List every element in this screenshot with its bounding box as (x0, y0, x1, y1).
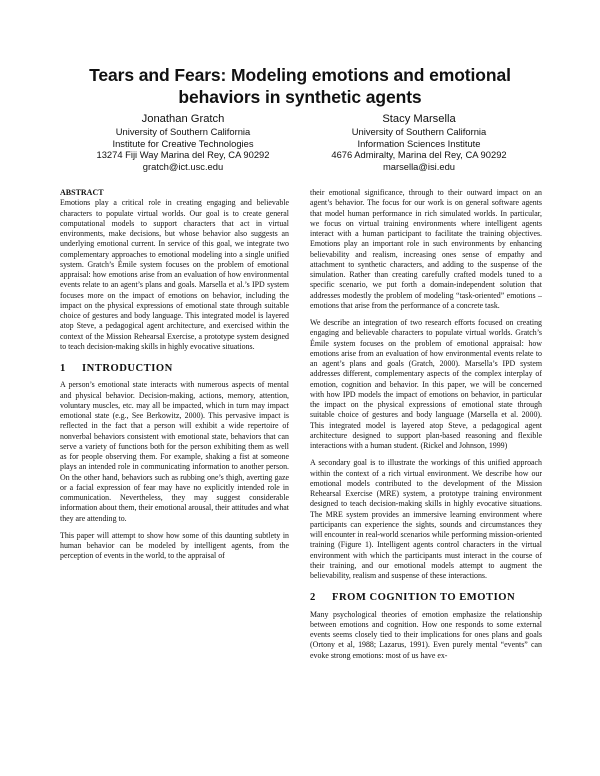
body-paragraph: We describe an integration of two research efforts focused on creating engaging and believable characters to populate virtual worlds. Gratch’s Émile system focuses on the problem of emotional appraisal: how emotions arise from an evaluation of how environmental events relate to an agent’s plans and goals (Gratch, 2000). Marsella’s IPD system addresses different, complementary aspects of the complex interplay of emotion, cognition and behavior. In this paper, we will be concerned with how IPD models the impact of emotions on behavior, in particular the impact on the physical expressions of emotional state through suitable choice of gestures and body language (Marsella et al. 2000). This integrated model is layered atop Steve, a pedagogical agent architecture designed to support plan-based reasoning and flexible interactions with a human student. (Rickel and Johnson, 1999) (310, 318, 542, 450)
body-paragraph: This paper will attempt to show how some of this daunting subtlety in human behavior can be modeled by intelligent agents, from the perception of events in the world, to the appraisal of (60, 530, 289, 561)
abstract-heading: ABSTRACT (60, 188, 104, 197)
section-number: 2 (310, 592, 316, 604)
author-block-gratch (58, 113, 308, 172)
section-title: INTRODUCTION (82, 363, 173, 374)
author-address: 13274 Fiji Way Marina del Rey, CA 90292 (96, 149, 270, 161)
author-address: 4676 Admiralty, Marina del Rey, CA 90292 (331, 149, 507, 161)
abstract-text: Emotions play a critical role in creating engaging and believable characters to populate virtual worlds. Our goal is to create general computational models to support characters that act in virtual environments, make decisions, but whose behavior also suggests an underlying emotional current. In service of this goal, we integrate two complementary approaches to emotional modeling into a single unified system. Gratch’s Émile system focuses on the problem of emotional appraisal: how emotions arise from an evaluation of how environmental events relate to an agent’s plans and goals. Marsella et al.’s IPD system focuses more on the impact of emotions on behavior, including the impact on the physical expressions of emotional state through suitable choice of gestures and body language. This integrated model is layered atop Steve, a pedagogical agent architecture, and exercised within the context of the Mission Rehearsal Exercise, a prototype system designed to teach decision-making skills in highly evocative situations. (60, 198, 289, 351)
section-title: FROM COGNITION TO EMOTION (332, 592, 516, 604)
title-line-2: behaviors in synthetic agents (178, 87, 422, 107)
right-column (310, 188, 542, 661)
paper-title (60, 64, 540, 108)
section-heading-cognition-to-emotion (310, 593, 542, 603)
body-paragraph: Many psychological theories of emotion emphasize the relationship between emotions and cognition. How one responds to some external events seems closely tied to their implications for ones plans and goals (Ortony et al, 1988; Lazarus, 1991). Even purely mental “events” can evoke strong emotions: most of us have ex- (310, 609, 542, 660)
body-paragraph: their emotional significance, through to their outward impact on an agent’s behavior. The focus for our work is on general software agents that model human performance in rich simulated worlds. In particular, we focus on virtual training environments where intelligent agents interact with a human participant to facilitate the training objectives. Emotions play an important role in such environments by enhancing believability and realism, increasing ones sense of empathy and attachment to synthetic characters, and adding to the suspense of the simulation. Rather than creating carefully crafted models tuned to a specific scenario, we put forth a domain-independent solution that addresses modestly the problem of modeling “task-oriented” emotions – emotions that arise from the performance of a concrete task. (310, 188, 542, 310)
author-block-marsella (294, 113, 544, 172)
title-line-1: Tears and Fears: Modeling emotions and emotional (89, 65, 511, 85)
abstract (60, 188, 289, 352)
author-affiliation: University of Southern California (351, 126, 487, 137)
author-name: Jonathan Gratch (141, 113, 225, 125)
body-paragraph: A person’s emotional state interacts with numerous aspects of mental and physical behavior. Decision-making, actions, memory, attention, voluntary muscles, etc. may all be impacted, which in turn may impact emotional state (e.g., See Berkowitz, 2000). This pervasive impact is reflected in the fact that a person will exhibit a wide repertoire of nonverbal behaviors consistent with emotional state, behaviors that can serve a variety of functions both for the person exhibiting them as well as for people observing them. For example, shaking a fist at someone plays an intended role in communicating information to another person. On the other hand, behaviors such as rubbing one’s thigh, averting gaze or a facial expression of fear may have no explicitly intended role in communication. Nevertheless, they may suggest considerable information about them, their emotional arousal, their attitudes and what they are attending to. (60, 380, 289, 523)
author-affiliation: Information Sciences Institute (357, 137, 481, 149)
author-name: Stacy Marsella (382, 113, 456, 125)
section-heading-introduction (60, 364, 289, 374)
author-email: marsella@isi.edu (382, 160, 456, 172)
author-email: gratch@ict.usc.edu (142, 160, 224, 172)
author-affiliation: Institute for Creative Technologies (112, 137, 254, 149)
left-column (60, 188, 289, 562)
author-affiliation: University of Southern California (115, 126, 251, 137)
section-number: 1 (60, 363, 66, 374)
body-paragraph: A secondary goal is to illustrate the workings of this unified approach within the context of a rich virtual environment. We describe how our emotional models contributed to the development of the Mission Rehearsal Exercise (MRE) system, a prototype training environment designed to teach decision-making skills in highly evocative situations. The MRE system provides an immersive learning environment where participants can experience the sights, sounds and circumstances they will encounter in real-world scenarios while performing mission-oriented training (Figure 1). Intelligent agents control characters in the virtual environment with which the participants must interact in the course of their training, and our emotional models attempt to augment the believability, realism and suspense of these interactions. (310, 458, 542, 580)
